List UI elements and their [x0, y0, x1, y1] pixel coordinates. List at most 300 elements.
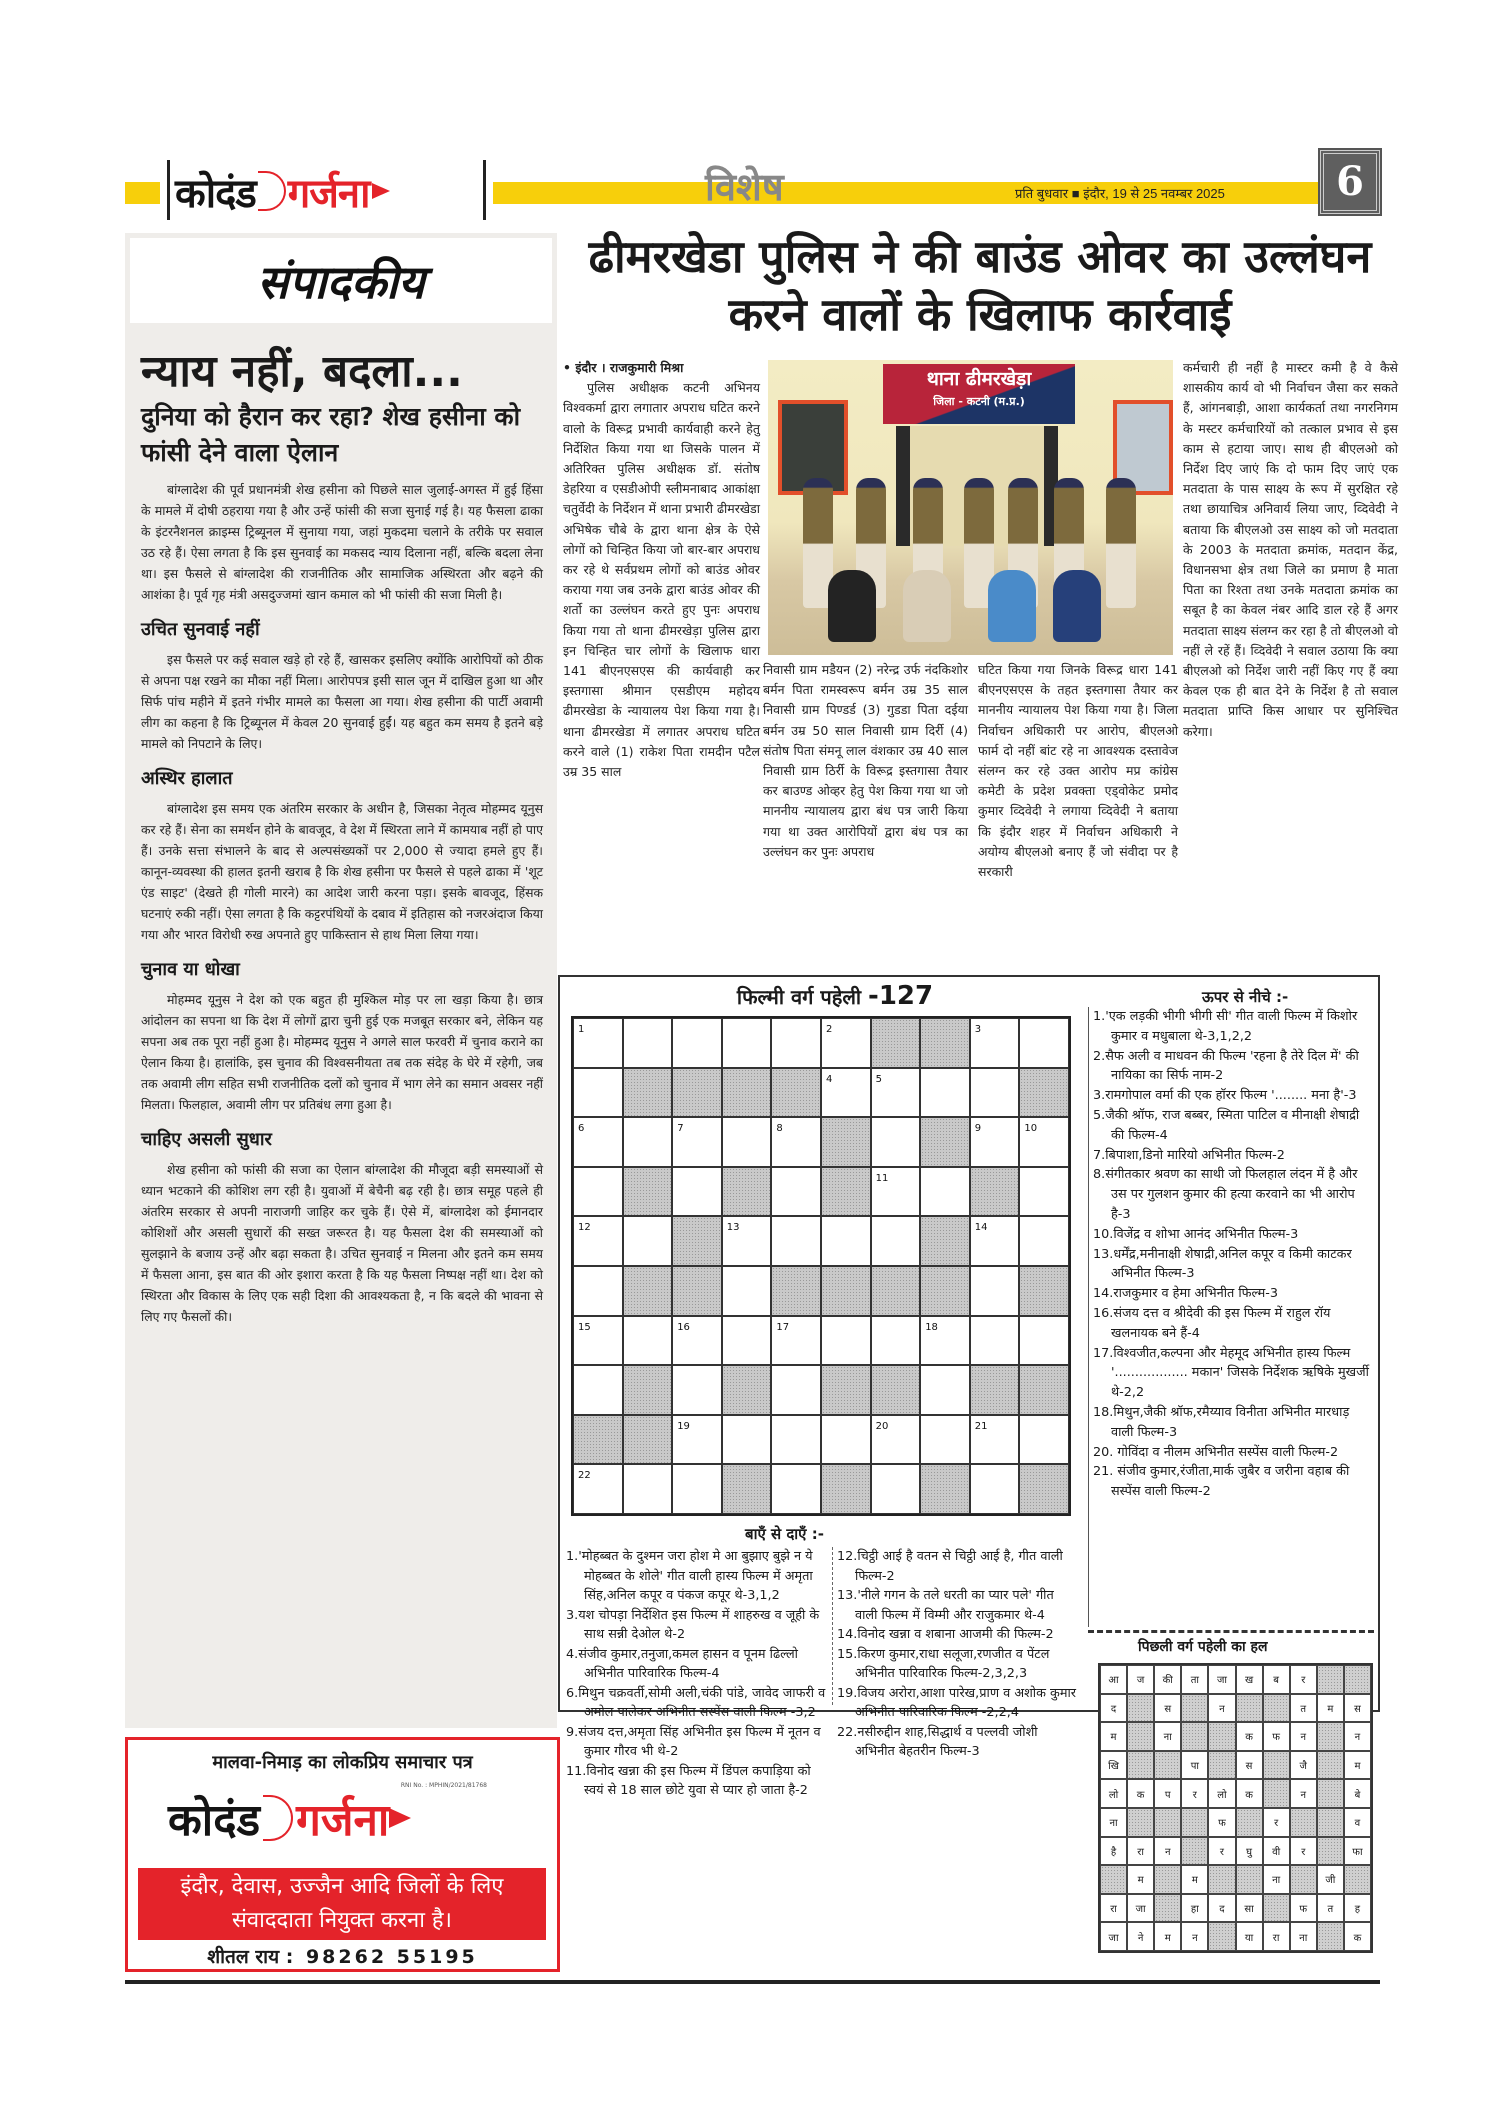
article-column-1: [563, 358, 760, 782]
crossword-cell[interactable]: [871, 1464, 921, 1514]
crossword-block: [623, 1415, 673, 1465]
clue: 5.जैकी श्रॉफ, राज बब्बर, स्मिता पाटिल व मीनाक्षी शेषाद्री की फिल्म-4: [1093, 1107, 1360, 1143]
solution-block: [1181, 1694, 1208, 1723]
solution-cell: ज: [1127, 1665, 1154, 1694]
clue: 1.'एक लड़की भीगी भीगी सी' गीत वाली फिल्म में किशोर कुमार व मधुबाला थे-3,1,2,2: [1093, 1009, 1358, 1044]
ad-logo: [168, 1788, 411, 1848]
crossword-block: [920, 1266, 970, 1316]
clue-number: 17: [776, 1321, 790, 1333]
solution-cell: वी: [1263, 1837, 1290, 1866]
solution-block: [1154, 1894, 1181, 1923]
crossword-block: [573, 1415, 623, 1465]
crossword-block: [1019, 1464, 1069, 1514]
ad-contact: [128, 1943, 557, 1969]
bow-icon: [263, 1795, 293, 1841]
solution-block: [1290, 1808, 1317, 1837]
bottom-rule: [125, 1980, 1380, 1984]
solution-cell: ने: [1127, 1922, 1154, 1951]
editorial-subheading: उचित सुनवाई नहीं: [141, 619, 260, 640]
crossword-cell[interactable]: [920, 1167, 970, 1217]
solution-cell: या: [1236, 1922, 1263, 1951]
contact-name: शीतल राय: [207, 1946, 280, 1968]
ad-tagline: मालवा-निमाड़ का लोकप्रिय समाचार पत्र: [212, 1752, 473, 1773]
crossword-cell[interactable]: [573, 1365, 623, 1415]
solution-block: [1317, 1779, 1344, 1808]
crossword-block: [920, 1018, 970, 1068]
crossword-cell[interactable]: [722, 1316, 772, 1366]
crossword-cell[interactable]: [871, 1216, 921, 1266]
crossword-cell[interactable]: [623, 1316, 673, 1366]
solution-cell: की: [1154, 1665, 1181, 1694]
solution-block: [1127, 1808, 1154, 1837]
crossword-cell[interactable]: [623, 1216, 673, 1266]
solution-cell: र: [1263, 1808, 1290, 1837]
crossword-cell[interactable]: [871, 1167, 921, 1217]
solution-cell: जा: [1100, 1922, 1127, 1951]
clue: 8.संगीतकार श्रवण का साथी जो फिलहाल लंदन में है और उस पर गुलशन कुमार की हत्या करवाने का भी आरोप है-3: [1093, 1167, 1358, 1222]
arrow-icon: [389, 1808, 411, 1828]
solution-block: [1236, 1694, 1263, 1723]
solution-cell: प: [1154, 1779, 1181, 1808]
solution-block: [1263, 1694, 1290, 1723]
solution-block: [1127, 1751, 1154, 1780]
editorial-subheading: चाहिए असली सुधार: [141, 1129, 272, 1150]
solution-block: [1317, 1922, 1344, 1951]
masthead-bar-left: [125, 182, 160, 204]
crossword-cell[interactable]: [771, 1117, 821, 1167]
clue-number: 21: [974, 1420, 988, 1432]
solution-cell: म: [1100, 1722, 1127, 1751]
crossword-cell[interactable]: [672, 1464, 722, 1514]
arrow-icon: [372, 183, 390, 199]
solution-block: [1100, 1865, 1127, 1894]
solution-block: [1208, 1751, 1235, 1780]
crossword-cell[interactable]: [771, 1018, 821, 1068]
crossword-block: [672, 1216, 722, 1266]
dashed-divider: [1088, 1630, 1374, 1633]
solution-cell: ना: [1154, 1722, 1181, 1751]
solution-cell: त: [1317, 1894, 1344, 1923]
article-text: पुलिस अधीक्षक कटनी अभिनय विश्वकर्मा द्वारा लगातार अपराध घटित करने वालो के विरूद्र प्रभावी कार्यवाही करने हेतु निर्देशित किया गया था जिसके पालन में अतिरिक्त पुलिस अधीक्षक डॉ. संतोष डेहरिया व एसडीओपी स्लीमनाबाद आकांक्षा चतुर्वेदी के निर्देशन में थाना प्रभारी ढीमरखेडा अभिषेक चौबे के द्वारा थाना क्षेत्र के ऐसे लोगों को चिन्हित किया जो बार-बार अपराध कर रहे थे सर्वप्रथम लोगों को बाउंड ओवर कराया गया जब उनके द्वारा बाउंड ओवर की शर्तो का उल्लंघन करते हुए पुनः अपराध किया गया तो थाना ढीमरखेड़ा पुलिस द्वारा इन चिन्हित चार लोगों के खिलाफ धारा 141 बीएनएसएस की कार्यवाही कर इस्तगासा श्रीमान एसडीएम महोदय ढीमरखेडा के न्यायालय पेश किया गया है। थाना ढीमरखेडा में लगातर अपराध घटित करने वाले (1) राकेश पिता रामदीन पटैल उम्र 35 साल: [563, 380, 760, 780]
crossword-cell[interactable]: [871, 1068, 921, 1118]
article-column-2: निवासी ग्राम मडैयन (2) नरेन्द्र उर्फ नंदकिशोर बर्मन पिता रामस्वरूप बर्मन उम्र 35 साल निवासी ग्राम पिण्डर्ड (3) गुडडा पिता दईया बर्मन उम्र 50 साल निवासी ग्राम दिर्री (4) संतोष पिता संमनू लाल वंशकार उम्र 40 साल निवासी ग्राम ठिर्री के विरूद्र इस्तगासा तैयार कर बाउण्ड ओव्हर हेतु पेश किया गया था जो माननीय न्यायालय द्वारा बंध पत्र जारी किया गया था उक्त आरोपियों द्वारा बंध पत्र का उल्लंघन कर पुनः अपराध: [763, 662, 968, 859]
contact-phone: : 98262 55195: [285, 1946, 478, 1968]
crossword-block: [722, 1167, 772, 1217]
crossword-cell[interactable]: [821, 1068, 871, 1118]
byline: • इंदौर । राजकुमारी मिश्रा: [563, 360, 684, 375]
clue: 22.नसीरुद्दीन शाह,सिद्धार्थ व पल्लवी जोशी अभिनीत बेहतरीन फिल्म-3: [837, 1724, 1038, 1759]
crossword-block: [920, 1117, 970, 1167]
solution-cell: सा: [1236, 1894, 1263, 1923]
solution-cell: न: [1154, 1837, 1181, 1866]
crossword-cell[interactable]: [970, 1464, 1020, 1514]
crossword-block: [1019, 1266, 1069, 1316]
solution-cell: न: [1208, 1694, 1235, 1723]
solution-block: [1127, 1722, 1154, 1751]
clue-number: 10: [1024, 1123, 1038, 1135]
crossword-block: [821, 1266, 871, 1316]
crossword-block: [672, 1266, 722, 1316]
crossword-cell[interactable]: [821, 1316, 871, 1366]
clue: 20. गोविंदा व नीलम अभिनीत सस्पेंस वाली फिल्म-2: [1093, 1444, 1339, 1460]
crossword-cell[interactable]: [1019, 1018, 1069, 1068]
crossword-number: -127: [868, 981, 934, 1011]
clue: 13.'नीले गगन के तले धरती का प्यार पले' गीत वाली फिल्म में विम्मी और राजुकमार थे-4: [837, 1588, 1054, 1623]
sign-line-1: थाना ढीमरखेड़ा: [926, 368, 1032, 390]
solution-block: [1154, 1865, 1181, 1894]
crossword-cell[interactable]: [672, 1018, 722, 1068]
solution-cell: न: [1181, 1922, 1208, 1951]
crossword-cell[interactable]: [722, 1018, 772, 1068]
clue-number: 12: [578, 1222, 591, 1234]
crossword-cell[interactable]: [920, 1068, 970, 1118]
crossword-cell[interactable]: [573, 1316, 623, 1366]
clue-number: 8: [776, 1123, 783, 1135]
solution-cell: द: [1208, 1894, 1235, 1923]
crossword-cell[interactable]: [722, 1117, 772, 1167]
crossword-cell[interactable]: [771, 1464, 821, 1514]
accused-figure: [988, 570, 1036, 642]
clue-number: 9: [974, 1123, 982, 1135]
crossword-cell[interactable]: [1019, 1167, 1069, 1217]
solution-cell: घु: [1236, 1837, 1263, 1866]
solution-block: [1290, 1865, 1317, 1894]
solution-cell: र: [1290, 1665, 1317, 1694]
solution-cell: म: [1154, 1922, 1181, 1951]
solution-cell: फ: [1263, 1722, 1290, 1751]
crossword-cell[interactable]: [821, 1216, 871, 1266]
crossword-block: [920, 1216, 970, 1266]
crossword-cell[interactable]: [722, 1216, 772, 1266]
crossword-cell[interactable]: [970, 1266, 1020, 1316]
ad-rni: RNI No. : MPHIN/2021/81768: [400, 1782, 487, 1789]
crossword-cell[interactable]: [920, 1316, 970, 1366]
crossword-cell[interactable]: [1019, 1117, 1069, 1167]
crossword-block: [1019, 1068, 1069, 1118]
divider: [483, 160, 486, 220]
solution-cell: जा: [1208, 1665, 1235, 1694]
crossword-block: [672, 1068, 722, 1118]
crossword-cell[interactable]: [821, 1415, 871, 1465]
crossword-cell[interactable]: [573, 1266, 623, 1316]
clue: 4.संजीव कुमार,तनुजा,कमल हासन व पूनम ढिल्लो अभिनीत पारिवारिक फिल्म-4: [566, 1646, 798, 1681]
solution-cell: र: [1208, 1837, 1235, 1866]
clue: 7.बिपाशा,डिनो मारियो अभिनीत फिल्म-2: [1093, 1147, 1285, 1163]
clue-number: 3: [974, 1024, 982, 1035]
section-name: विशेष: [705, 164, 784, 209]
crossword-cell[interactable]: [871, 1117, 921, 1167]
clue: 1.'मोहब्बत के दुश्मन जरा होश मे आ बुझाए बुझे न ये मोहब्बत के शोले' गीत वाली हास्य फिल्म में अमृता सिंह,अनिल कपूर व पंकज कपूर थे-3,1,2: [566, 1549, 813, 1603]
crossword-cell[interactable]: [672, 1117, 722, 1167]
solution-block: [1344, 1865, 1371, 1894]
solution-cell: व: [1344, 1808, 1371, 1837]
crossword-cell[interactable]: [672, 1167, 722, 1217]
crossword-cell[interactable]: [1019, 1415, 1069, 1465]
solution-cell: म: [1317, 1694, 1344, 1723]
solution-block: [1317, 1665, 1344, 1694]
solution-cell: रा: [1263, 1922, 1290, 1951]
solution-block: [1154, 1751, 1181, 1780]
crossword-block: [722, 1068, 772, 1118]
crossword-block: [722, 1365, 772, 1415]
station-signboard: [883, 364, 1075, 424]
crossword-cell[interactable]: [771, 1216, 821, 1266]
clue: 12.चिट्ठी आई है वतन से चिट्ठी आई है, गीत वाली फिल्म-2: [837, 1549, 1063, 1584]
crossword-block: [821, 1167, 871, 1217]
crossword-block: [821, 1117, 871, 1167]
down-clues: [1088, 1007, 1374, 1627]
crossword-block: [871, 1018, 921, 1068]
solution-cell: म: [1127, 1865, 1154, 1894]
crossword-block: [623, 1266, 673, 1316]
article-column-3: घटित किया गया जिनके विरूद्र धारा 141 बीएनएसएस के तहत इस्तगासा तैयार कर माननीय न्यायालय पेश किया गया है। जिला निर्वाचन अधिकारी पर आरोप, बीएलओ फार्म दो नहीं बांट रहे ना आवश्यक दस्तावेज संलग्न कर रहे उक्त आरोप मप्र कांग्रेस कमेटी के प्रदेश प्रवक्ता एड्वोकेट प्रमोद कुमार व्दिवेदी ने लगाया व्दिवेदी ने बताया कि इंदौर शहर में निर्वाचन अधिकारी ने अयोग्य बीएलओ बनाए हैं जो संवीदा पर है सरकारी: [978, 662, 1178, 880]
crossword-cell[interactable]: [970, 1415, 1020, 1465]
solution-block: [1344, 1665, 1371, 1694]
crossword-cell[interactable]: [771, 1365, 821, 1415]
solution-cell: ब: [1263, 1665, 1290, 1694]
solution-cell: क: [1344, 1922, 1371, 1951]
solution-block: [1154, 1808, 1181, 1837]
crossword-cell[interactable]: [970, 1068, 1020, 1118]
crossword-cell[interactable]: [1019, 1316, 1069, 1366]
across-title: बाएँ से दाएँ :-: [745, 1525, 824, 1543]
solution-cell: ख: [1236, 1665, 1263, 1694]
down-title: ऊपर से नीचे :-: [1202, 988, 1289, 1006]
article-column-4: कर्मचारी ही नहीं है मास्टर कमी है वे कैसे शासकीय कार्य वो भी निर्वाचन जैसा कर सकते हैं, आंगनबाड़ी, आशा कार्यकर्ता तथा नगरनिगम के मस्टर कर्मचारियों को तत्काल प्रभाव से इस काम से हटाया जाए। साथ ही बीएलओ को निर्देश दिए जाएं कि दो फाम दिए जाएं एक मतदाता के पास साक्ष्य के रूप में सुरक्षित रहे तथा छायाचित्र अनिवार्य लिया जाए, व्दिवेदी ने बताया कि बीएलओ उस साक्ष्य को जो मतदाता के 2003 के मतदाता क्रमांक, मतदान केंद्र, विधानसभा क्षेत्र तथा जिले का प्रमाण है माता पिता का रिश्ता तथा उनके मतदाता क्रमांक का सबूत है का केवल नंबर आदि डाल रहे हैं अगर मतदाता साक्ष्य संलग्न कर रहा है तो बीएलओ वो नहीं ले रहें हैं। व्दिवेदी ने सवाल उठाया कि क्या बीएलओ को निर्देश जारी नहीं किए गए हैं क्या केवल एक ही बात देने के निर्देश है तो सवाल मतदाता प्राप्ति किस आधार पर सुनिश्चित करेगा।: [1183, 360, 1398, 739]
solution-cell: ना: [1290, 1922, 1317, 1951]
clue: 14.विनोद खन्ना व शबाना आजमी की फिल्म-2: [837, 1627, 1054, 1642]
logo-text-2: गर्जना: [287, 170, 370, 217]
clue: 16.संजय दत्त व श्रीदेवी की इस फिल्म में राहुल रॉय खलनायक बने हैं-4: [1093, 1305, 1331, 1341]
solution-cell: ना: [1263, 1865, 1290, 1894]
clue-number: 5: [875, 1073, 882, 1085]
solution-cell: हा: [1181, 1894, 1208, 1923]
clue-number: 6: [578, 1123, 585, 1135]
policeman-figure: [1106, 478, 1136, 608]
solution-cell: रा: [1127, 1837, 1154, 1866]
crossword-block: [722, 1464, 772, 1514]
newspaper-logo: [175, 166, 390, 216]
solution-cell: न: [1290, 1779, 1317, 1808]
solution-cell: रा: [1100, 1894, 1127, 1923]
crossword-cell[interactable]: [722, 1415, 772, 1465]
solution-block: [1208, 1922, 1235, 1951]
clue: 18.मिथुन,जैकी श्रॉफ,रमैय्याव विनीता अभिनीत मारधाड़ वाली फिल्म-3: [1093, 1404, 1350, 1440]
crossword-cell[interactable]: [623, 1117, 673, 1167]
crossword-cell[interactable]: [771, 1415, 821, 1465]
crossword-cell[interactable]: [920, 1365, 970, 1415]
clue-number: 14: [974, 1222, 988, 1234]
crossword-cell[interactable]: [970, 1316, 1020, 1366]
solution-cell: न: [1344, 1722, 1371, 1751]
editorial-intro: बांग्लादेश की पूर्व प्रधानमंत्री शेख हसीना को पिछले साल जुलाई-अगस्त में हुई हिंसा के मामले में दोषी ठहराया गया है और उन्हें फांसी की सजा सुनाई गई है। यह फैसला ढाका के इंटरनैशनल क्राइम्स ट्रिब्यूनल में सुनाया गया, जहां मुकदमा चलाने के तरीके पर सवाल उठ रहे हैं। ऐसा लगता है कि इस सुनवाई का मकसद न्याय दिलाना नहीं, बल्कि बदला लेना था। इस फैसले से बांग्लादेश की राजनीतिक और सामाजिक अस्थिरता और बढ़ने की आशंका है। पूर्व गृह मंत्री असदुज्जमां खान कमाल को भी फांसी की सजा मिली है।: [141, 482, 543, 602]
editorial-section-title: संपादकीय: [257, 254, 425, 309]
logo-text-1: कोदंड: [175, 170, 256, 217]
crossword-block: [623, 1068, 673, 1118]
clue-number: 15: [578, 1321, 591, 1333]
crossword-cell[interactable]: [573, 1117, 623, 1167]
dateline: प्रति बुधवार ■ इंदौर, 19 से 25 नवम्बर 2025: [1015, 186, 1225, 201]
crossword-cell[interactable]: [970, 1117, 1020, 1167]
crossword-grid: [571, 1016, 1071, 1516]
crossword-cell[interactable]: [672, 1365, 722, 1415]
clue-number: 1: [578, 1024, 585, 1035]
solution-block: [1181, 1808, 1208, 1837]
recruitment-ad: [125, 1737, 560, 1972]
crossword-block: [1019, 1365, 1069, 1415]
solution-block: [1208, 1865, 1235, 1894]
crossword-cell[interactable]: [871, 1415, 921, 1465]
solution-cell: ह: [1344, 1894, 1371, 1923]
clue-number: 16: [677, 1321, 690, 1333]
solution-cell: बे: [1344, 1779, 1371, 1808]
crossword-cell[interactable]: [771, 1316, 821, 1366]
solution-cell: पा: [1181, 1751, 1208, 1780]
solution-cell: लो: [1100, 1779, 1127, 1808]
crossword-cell[interactable]: [573, 1464, 623, 1514]
crossword-block: [920, 1464, 970, 1514]
editorial-paragraph: इस फैसले पर कई सवाल खड़े हो रहे हैं, खासकर इसलिए क्योंकि आरोपियों को ठीक से अपना पक्ष रखने का मौका नहीं मिला। आरोपपत्र इसी साल जून में दाखिल हुआ था और सिर्फ पांच महीने में इतने गंभीर मामले का फैसला आ गया। शेख हसीना की पार्टी अवामी लीग का कहना है कि ट्रिब्यूनल में केवल 20 सुनवाई हुईं। यह बहुत कम समय है इतने बड़े मामले को निपटाने के लिए।: [141, 652, 543, 751]
solution-cell: स: [1344, 1694, 1371, 1723]
crossword-block: [821, 1464, 871, 1514]
editorial-paragraph: शेख हसीना को फांसी की सजा का ऐलान बांग्लादेश की मौजूदा बड़ी समस्याओं से ध्यान भटकाने की कोशिश लग रही है। युवाओं में बेचैनी बढ़ रही है। छात्र समूह पहले ही अंतरिम सरकार से अपनी नाराजगी जाहिर कर चुके हैं। ऐसे में, बांग्लादेश को ईमानदार कोशिशों और असली सुधारों की सख्त जरूरत है। यह फैसला देश की समस्याओं को सुलझाने के बजाय उन्हें और बढ़ा सकता है। उचित सुनवाई न मिलना और इतने कम समय में फैसला आना, इस बात की ओर इशारा करता है कि यह फैसला निष्पक्ष नहीं था। देश को स्थिरता और विकास के लिए एक सही दिशा की आवश्यकता है, न कि बदले की भावना से लिए गए फैसलों की।: [141, 1162, 543, 1324]
editorial-subheading: अस्थिर हालात: [141, 768, 233, 789]
solution-cell: क: [1236, 1779, 1263, 1808]
editorial-paragraph: बांग्लादेश इस समय एक अंतरिम सरकार के अधीन है, जिसका नेतृत्व मोहम्मद यूनुस कर रहे हैं। सेना का समर्थन होने के बावजूद, वे देश में स्थिरता लाने में कामयाब नहीं हो पाए हैं। उनके सत्ता संभालने के बाद से अल्पसंख्यकों पर 2,000 से ज्यादा हमले हुए हैं। कानून-व्यवस्था की हालत इतनी खराब है कि शेख हसीना पर फैसले से पहले ढाका में 'शूट एंड साइट' (देखते ही गोली मारने) का आदेश जारी करना पड़ा। इसके बावजूद, हिंसक घटनाएं रुकी नहीं। ऐसा लगता है कि कट्टरपंथियों के दबाव में इतिहास को नजरअंदाज किया गया और भारत विरोधी रुख अपनाते हुए पाकिस्तान से हाथ मिला लिया गया।: [141, 801, 543, 942]
solution-cell: क: [1236, 1722, 1263, 1751]
editorial-title: न्याय नहीं, बदला...: [141, 346, 463, 397]
solution-cell: म: [1181, 1865, 1208, 1894]
solution-cell: न: [1290, 1722, 1317, 1751]
clue-number: 13: [726, 1222, 740, 1234]
solution-block: [1263, 1779, 1290, 1808]
crossword-cell[interactable]: [573, 1167, 623, 1217]
solution-block: [1317, 1751, 1344, 1780]
crossword-cell[interactable]: [1019, 1216, 1069, 1266]
accused-figure: [828, 570, 876, 642]
editorial-subheading: चुनाव या धोखा: [141, 959, 240, 980]
solution-block: [1263, 1894, 1290, 1923]
solution-cell: फा: [1344, 1837, 1371, 1866]
editorial-column: [125, 233, 557, 1728]
police-station-photo: [768, 360, 1173, 655]
clue-number: 2: [825, 1024, 833, 1035]
crossword-cell[interactable]: [970, 1018, 1020, 1068]
across-clues-left: [566, 1547, 828, 1801]
clue-number: 19: [677, 1420, 690, 1432]
masthead: [125, 160, 1380, 220]
crossword-cell[interactable]: [573, 1068, 623, 1118]
solution-cell: द: [1100, 1694, 1127, 1723]
solution-cell: र: [1181, 1779, 1208, 1808]
editorial-subtitle: दुनिया को हैरान कर रहा? शेख हसीना को फांसी देने वाला ऐलान: [141, 402, 521, 467]
ad-logo-text-1: कोदंड: [168, 1795, 261, 1846]
clue: 9.संजय दत्त,अमृता सिंह अभिनीत इस फिल्म में नूतन व कुमार गौरव भी थे-2: [566, 1724, 821, 1759]
solution-cell: स: [1236, 1751, 1263, 1780]
crossword-cell[interactable]: [573, 1216, 623, 1266]
solution-block: [1181, 1722, 1208, 1751]
crossword-cell[interactable]: [871, 1316, 921, 1366]
solution-cell: है: [1100, 1837, 1127, 1866]
solution-cell: क: [1127, 1779, 1154, 1808]
clue: 19.विजय अरोरा,आशा पारेख,प्राण व अशोक कुमार अभिनीत पारिवारिक फिल्म -2,2,4: [837, 1685, 1077, 1720]
clue-number: 18: [925, 1321, 938, 1333]
solution-cell: जै: [1290, 1751, 1317, 1780]
solution-cell: लो: [1208, 1779, 1235, 1808]
solution-cell: र: [1290, 1837, 1317, 1866]
previous-solution-grid: [1098, 1663, 1373, 1953]
ad-logo-text-2: गर्जना: [296, 1795, 390, 1846]
clue-number: 11: [875, 1172, 889, 1184]
crossword-cell[interactable]: [771, 1167, 821, 1217]
crossword-cell[interactable]: [672, 1415, 722, 1465]
crossword-block: [623, 1167, 673, 1217]
crossword-cell[interactable]: [623, 1018, 673, 1068]
clue: 14.राजकुमार व हेमा अभिनीत फिल्म-3: [1093, 1286, 1278, 1302]
bow-icon: [258, 171, 286, 211]
solution-cell: फ: [1290, 1894, 1317, 1923]
solution-block: [1127, 1694, 1154, 1723]
clue: 17.विश्वजीत,कल्पना और मेहमूद अभिनीत हास्य फिल्म '.................. मकान' जिसके निर्देशक ऋषिके मुखर्जी थे-2,2: [1093, 1345, 1369, 1401]
solution-cell: जा: [1127, 1894, 1154, 1923]
solution-cell: फ: [1208, 1808, 1235, 1837]
solution-block: [1317, 1837, 1344, 1866]
crossword-block: [871, 1266, 921, 1316]
solution-block: [1208, 1722, 1235, 1751]
crossword-cell[interactable]: [623, 1464, 673, 1514]
clue-number: 20: [875, 1420, 889, 1432]
crossword-block: [821, 1365, 871, 1415]
solution-cell: ता: [1181, 1665, 1208, 1694]
crossword-cell[interactable]: [970, 1216, 1020, 1266]
crossword-cell[interactable]: [722, 1266, 772, 1316]
across-clues-right: [832, 1547, 1078, 1759]
crossword-box: [558, 975, 1380, 1798]
solution-block: [1317, 1808, 1344, 1837]
solution-block: [1236, 1865, 1263, 1894]
crossword-block: [871, 1365, 921, 1415]
clue: 15.किरण कुमार,राधा सलूजा,रणजीत व पेंटल अभिनीत पारिवारिक फिल्म-2,3,2,3: [837, 1646, 1050, 1681]
accused-figure: [1053, 570, 1101, 642]
divider: [167, 160, 170, 220]
clue: 11.विनोद खन्ना की इस फिल्म में डिंपल कपाड़िया को स्वयं से 18 साल छोटे युवा से प्यार हो जाता है-2: [566, 1763, 811, 1798]
crossword-block: [771, 1068, 821, 1118]
sign-line-2: जिला - कटनी (म.प्र.): [933, 395, 1025, 408]
solution-cell: ना: [1100, 1808, 1127, 1837]
clue-number: 4: [825, 1073, 833, 1085]
solution-cell: स: [1154, 1694, 1181, 1723]
solution-cell: म: [1344, 1751, 1371, 1780]
crossword-cell[interactable]: [573, 1018, 623, 1068]
solution-block: [1263, 1751, 1290, 1780]
solution-cell: खि: [1100, 1751, 1127, 1780]
crossword-cell[interactable]: [672, 1316, 722, 1366]
previous-solution-title: पिछली वर्ग पहेली का हल: [1138, 1639, 1268, 1655]
solution-cell: आ: [1100, 1665, 1127, 1694]
page-number: 6: [1320, 150, 1380, 214]
clue: 21. संजीव कुमार,रंजीता,मार्क जुबैर व जरीना वहाब की सस्पेंस वाली फिल्म-2: [1093, 1464, 1350, 1500]
clue: 3.रामगोपाल वर्मा की एक हॉरर फिल्म '........ मना है'-3: [1093, 1088, 1357, 1104]
crossword-cell[interactable]: [821, 1018, 871, 1068]
clue: 2.सैफ अली व माधवन की फिल्म 'रहना है तेरे दिल में' की नायिका का सिर्फ नाम-2: [1093, 1048, 1359, 1084]
solution-block: [1181, 1837, 1208, 1866]
clue: 10.विजेंद्र व शोभा आनंद अभिनीत फिल्म-3: [1093, 1226, 1299, 1242]
crossword-cell[interactable]: [920, 1415, 970, 1465]
editorial-paragraph: मोहम्मद यूनुस ने देश को एक बहुत ही मुश्किल मोड़ पर ला खड़ा किया है। छात्र आंदोलन का सपना था कि देश में लोगों द्वारा चुनी हुई एक मजबूत सरकार बने, लेकिन यह सपना अब तक पूरा नहीं हुआ है। मोहम्मद यूनुस ने अगले साल फरवरी में चुनाव कराने का ऐलान किया है। हालांकि, इस चुनाव की विश्वसनीयता तब तक संदेह के घेरे में रहेगी, जब तक अवामी लीग सहित सभी राजनीतिक दलों को चुनाव में भाग लेने का समान अवसर नहीं मिलता। फिलहाल, अवामी लीग पर प्रतिबंध लगा हुआ है।: [141, 992, 543, 1112]
editorial-header: [130, 238, 552, 323]
solution-cell: त: [1290, 1694, 1317, 1723]
clue: 6.मिथुन चक्रवर्ती,सोमी अली,चंकी पांडे, जावेद जाफरी व अमोल पालेकर अभिनीत सस्पेंस वाली फिल्म -3,2: [566, 1685, 826, 1720]
